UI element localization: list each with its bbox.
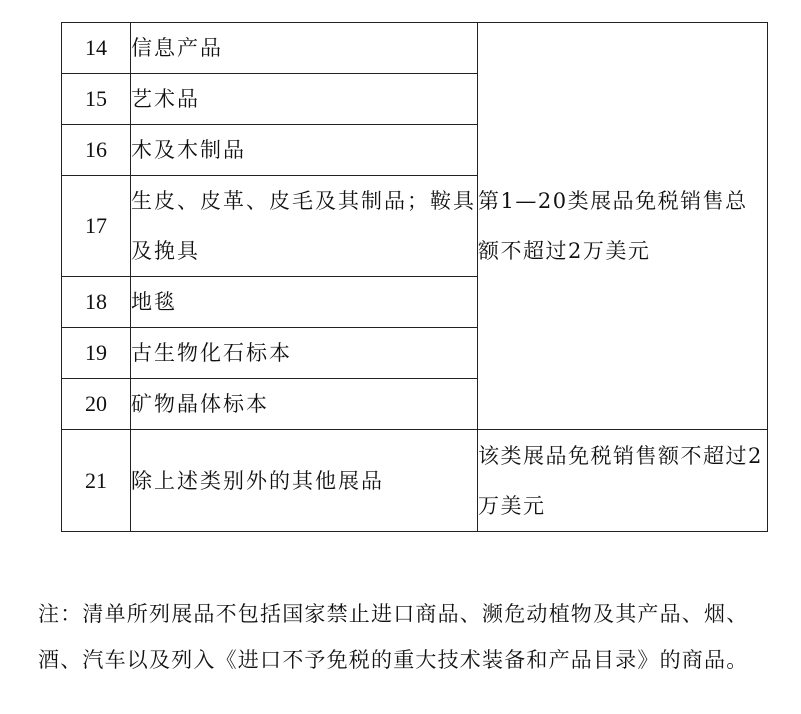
category-name: 古生物化石标本 <box>131 328 478 379</box>
category-name: 矿物晶体标本 <box>131 379 478 430</box>
category-name: 信息产品 <box>131 23 478 74</box>
category-name: 生皮、皮革、皮毛及其制品；鞍具及挽具 <box>131 176 478 277</box>
exhibit-table <box>61 22 768 532</box>
category-name: 木及木制品 <box>131 125 478 176</box>
row-number: 20 <box>62 379 131 430</box>
row-number: 18 <box>62 277 131 328</box>
category-name: 除上述类别外的其他展品 <box>131 430 478 531</box>
limit-text-21: 该类展品免税销售额不超过2万美元 <box>478 430 768 531</box>
table-row <box>62 430 768 531</box>
limit-text-1-20: 第1—20类展品免税销售总额不超过2万美元 <box>478 23 768 430</box>
row-number: 15 <box>62 74 131 125</box>
category-name: 地毯 <box>131 277 478 328</box>
row-number: 21 <box>62 430 131 531</box>
footnote: 注：清单所列展品不包括国家禁止进口商品、濒危动植物及其产品、烟、酒、汽车以及列入《进口不予免税的重大技术装备和产品目录》的商品。 <box>38 602 749 672</box>
row-number: 19 <box>62 328 131 379</box>
row-number: 14 <box>62 23 131 74</box>
category-name: 艺术品 <box>131 74 478 125</box>
row-number: 17 <box>62 176 131 277</box>
table-row <box>62 23 768 74</box>
row-number: 16 <box>62 125 131 176</box>
